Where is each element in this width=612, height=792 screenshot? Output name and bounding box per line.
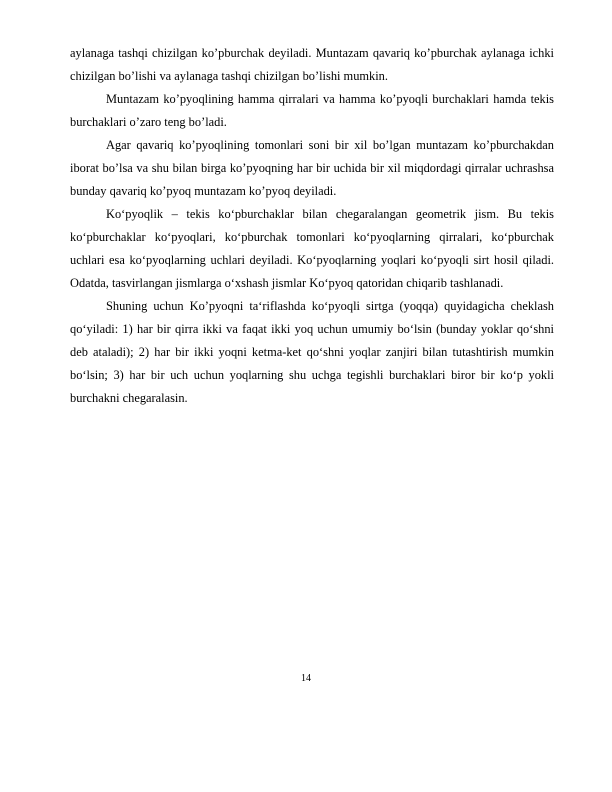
paragraph-3: Agar qavariq ko’pyoqlining tomonlari soni bir xil bo’lgan muntazam ko’pburchakdan iborat bo’lsa va shu bilan birga ko’pyoqning har bir uchida bir xil miqdordagi qirralar uchrashsa bunday qavariq ko’pyoq muntazam ko’pyoq deyiladi.	[70, 138, 554, 198]
page-number: 14	[301, 673, 311, 684]
paragraph-2: Muntazam ko’pyoqlining hamma qirralari va hamma ko’pyoqli burchaklari hamda tekis burchaklari o’zaro teng bo’ladi.	[70, 92, 554, 129]
paragraph-1: aylanaga tashqi chizilgan ko’pburchak deyiladi. Muntazam qavariq ko’pburchak aylanaga ichki chizilgan bo’lishi va aylanaga tashqi chizilgan bo’lishi mumkin.	[70, 46, 554, 83]
paragraph-5: Shuning uchun Ko’pyoqni ta‘riflashda ko‘pyoqli sirtga (yoqqa) quyidagicha cheklash qo‘yiladi: 1) har bir qirra ikki va faqat ikki yoq uchun umumiy bo‘lsin (bunday yoklar qo‘shni deb ataladi); 2) har bir ikki yoqni ketma-ket qo‘shni yoqlar zanjiri bilan tutashtirish mumkin bo‘lsin; 3) har bir uch uchun yoqlarning shu uchga tegishli burchaklari biror bir ko‘p yokli burchakni chegaralasin.	[70, 299, 554, 405]
document-body	[70, 42, 554, 410]
paragraph-4: Ko‘pyoqlik – tekis ko‘pburchaklar bilan chegaralangan geometrik jism. Bu tekis ko‘pburchaklar ko‘pyoqlari, ko‘pburchak tomonlari ko‘pyoqlarning qirralari, ko‘pburchak uchlari esa ko‘pyoqlarning uchlari deyiladi. Ko‘pyoqlarning yoqlari ko‘pyoqli sirt hosil qiladi. Odatda, tasvirlangan jismlarga o‘xshash jismlar Ko‘pyoq qatoridan chiqarib tashlanadi.	[70, 207, 554, 290]
